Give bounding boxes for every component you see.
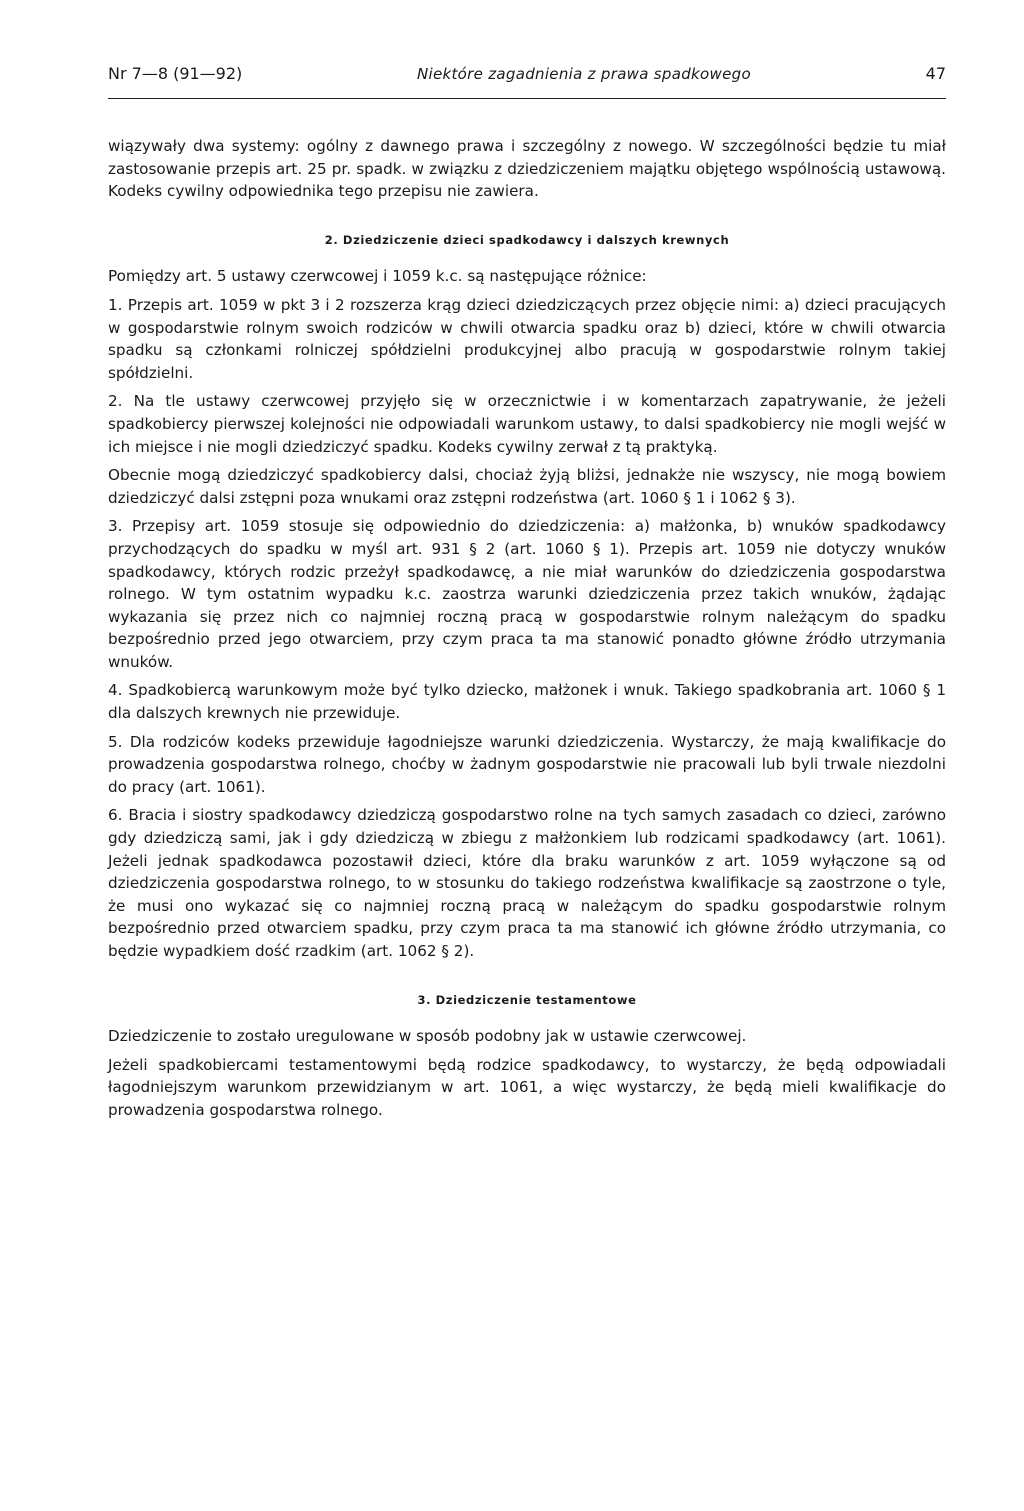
section-3-heading: 3. Dziedziczenie testamentowe	[417, 992, 637, 1007]
running-title: Niektóre zagadnienia z prawa spadkowego	[417, 65, 751, 83]
section-2-point-6: 6. Bracia i siostry spadkodawcy dziedziczą gospodarstwo rolne na tych samych zasadach co dzieci, zarówno gdy dziedziczą sami, jak i gdy dziedziczą w zbiegu z małżonkiem lub rodzicami spadkodawcy (art. 1061). Jeżeli jednak spadkodawca pozostawił dzieci, które dla braku warunków z art. 1059 wyłączone są od dziedziczenia gospodarstwa rolnego, to w stosunku do takiego rodzeństwa kwalifikacje są zaostrzone o tyle, że musi ono wykazać się co najmniej roczną pracą w należącym do spadku gospodarstwie rolnym bezpośrednio przed otwarciem spadku, przy czym praca ta ma stanowić ich główne źródło utrzymania, co będzie wypadkiem dość rzadkim (art. 1062 § 2).	[108, 806, 946, 960]
section-2-point-2: 2. Na tle ustawy czerwcowej przyjęło się w orzecznictwie i w komentarzach zapatrywanie, że jeżeli spadkobiercy pierwszej kolejności nie odpowiadali warunkom ustawy, to dalsi spadkobiercy nie mogli wejść w ich miejsce i nie mogli dziedziczyć spadku. Kodeks cywilny zerwał z tą praktyką.	[108, 392, 946, 456]
section-3-paragraph-2: Jeżeli spadkobiercami testamentowymi będą rodzice spadkodawcy, to wystarczy, że będą odpowiadali łagodniejszym warunkom przewidzianym w art. 1061, a więc wystarczy, że będą mieli kwalifikacje do prowadzenia gospodarstwa rolnego.	[108, 1055, 946, 1119]
article-body	[108, 135, 946, 1122]
page-number: 47	[925, 64, 946, 83]
section-2-point-3: 3. Przepisy art. 1059 stosuje się odpowiednio do dziedziczenia: a) małżonka, b) wnuków spadkodawcy przychodzących do spadku w myśl art. 931 § 2 (art. 1060 § 1). Przepis art. 1059 nie dotyczy wnuków spadkodawcy, których rodzic przeżył spadkodawcę, a nie miał warunków do dziedziczenia gospodarstwa rolnego. W tym ostatnim wypadku k.c. zaostrza warunki dziedziczenia przez takich wnuków, żądając wykazania się przez nich co najmniej roczną pracą w gospodarstwie rolnym należącym do spadku bezpośrednio przed jego otwarciem, przy czym praca ta ma stanowić ponadto główne źródło utrzymania wnuków.	[108, 517, 946, 671]
section-3-paragraph-1: Dziedziczenie to zostało uregulowane w sposób podobny jak w ustawie czerwcowej.	[108, 1027, 747, 1046]
section-2-point-5: 5. Dla rodziców kodeks przewiduje łagodniejsze warunki dziedziczenia. Wystarczy, że mają kwalifikacje do prowadzenia gospodarstwa rolnego, choćby w żadnym gospodarstwie nie pracowali lub byli trwale niezdolni do pracy (art. 1061).	[108, 732, 946, 796]
running-header	[108, 64, 946, 90]
section-2-heading: 2. Dziedziczenie dzieci spadkodawcy i dalszych krewnych	[324, 232, 730, 247]
intro-paragraph: wiązywały dwa systemy: ogólny z dawnego prawa i szczególny z nowego. W szczególności będzie tu miał zastosowanie przepis art. 25 pr. spadk. w związku z dziedziczeniem majątku objętego wspólnością ustawową. Kodeks cywilny odpowiednika tego przepisu nie zawiera.	[108, 137, 946, 201]
section-2-lead: Pomiędzy art. 5 ustawy czerwcowej i 1059 k.c. są następujące różnice:	[108, 267, 647, 286]
header-rule	[108, 98, 946, 99]
section-2-point-4: 4. Spadkobiercą warunkowym może być tylko dziecko, małżonek i wnuk. Takiego spadkobrania art. 1060 § 1 dla dalszych krewnych nie przewiduje.	[108, 681, 946, 723]
journal-page	[108, 64, 946, 1128]
section-2-point-1: 1. Przepis art. 1059 w pkt 3 i 2 rozszerza krąg dzieci dziedziczących przez objęcie nimi: a) dzieci pracujących w gospodarstwie rolnym swoich rodziców w chwili otwarcia spadku oraz b) dzieci, które w chwili otwarcia spadku są członkami rolniczej spółdzielni produkcyjnej albo pracują w gospodarstwie rolnym takiej spółdzielni.	[108, 295, 946, 382]
section-2-point-2-continued: Obecnie mogą dziedziczyć spadkobiercy dalsi, chociaż żyją bliżsi, jednakże nie wszyscy, nie mogą bowiem dziedziczyć dalsi zstępni poza wnukami oraz zstępni rodzeństwa (art. 1060 § 1 i 1062 § 3).	[108, 466, 946, 507]
issue-number: Nr 7—8 (91—92)	[108, 64, 243, 83]
